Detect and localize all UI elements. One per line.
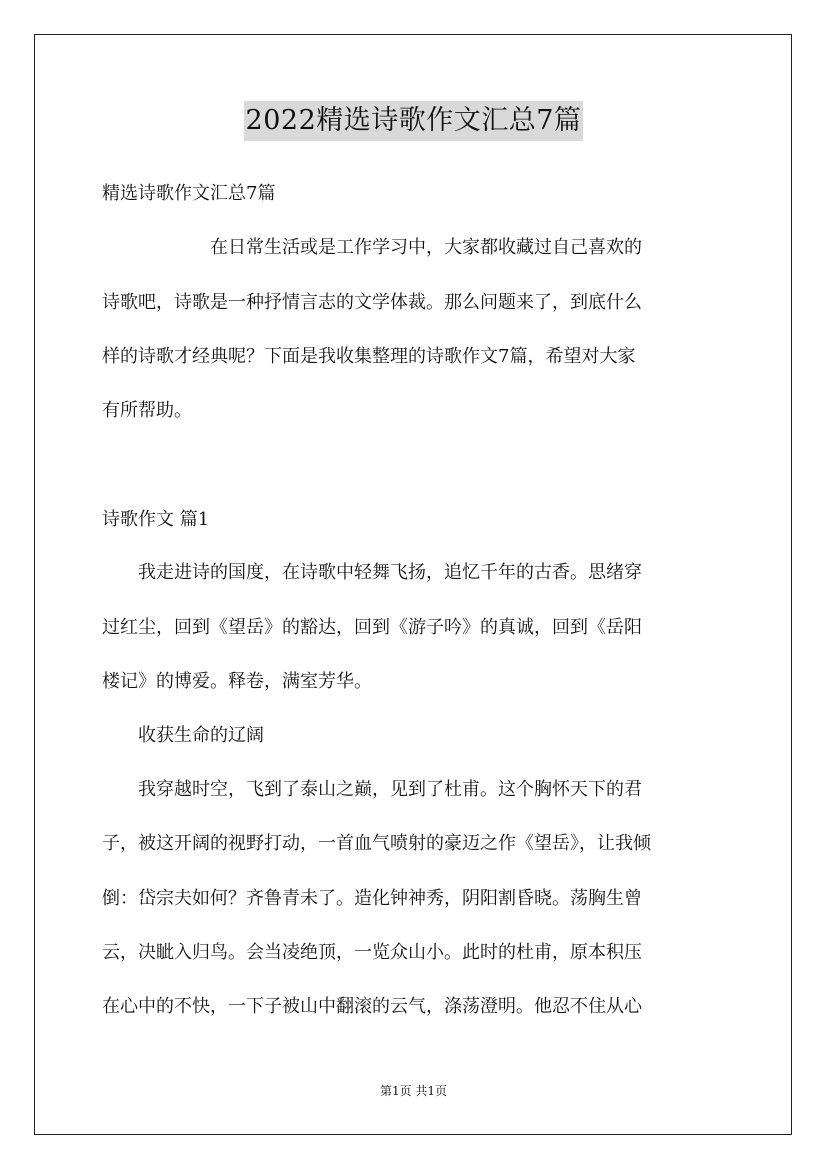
paragraph-line: 我走进诗的国度，在诗歌中轻舞飞扬，追忆千年的古香。思绪穿 xyxy=(102,562,642,583)
paragraph-line: 楼记》的博爱。释卷，满室芳华。 xyxy=(102,671,372,692)
paragraph-line: 在心中的不快，一下子被山中翻滚的云气，涤荡澄明。他忍不住从心 xyxy=(102,996,642,1017)
subheading-line: 收获生命的辽阔 xyxy=(102,725,264,746)
paragraph-line: 在日常生活或是工作学习中，大家都收藏过自己喜欢的 xyxy=(102,237,642,258)
document-subtitle: 精选诗歌作文汇总7篇 xyxy=(102,183,276,204)
paragraph-line: 云，决眦入归鸟。会当凌绝顶，一览众山小。此时的杜甫，原本积压 xyxy=(102,942,642,963)
section-heading: 诗歌作文 篇1 xyxy=(102,509,210,530)
paragraph-line: 有所帮助。 xyxy=(102,400,192,421)
paragraph-line: 过红尘，回到《望岳》的豁达，回到《游子吟》的真诚，回到《岳阳 xyxy=(102,617,642,638)
page-footer: 第1页 共1页 xyxy=(379,1084,448,1098)
paragraph-line: 倒：岱宗夫如何？齐鲁青未了。造化钟神秀，阴阳割昏晓。荡胸生曾 xyxy=(102,888,642,909)
document-title: 2022精选诗歌作文汇总7篇 xyxy=(244,101,584,141)
paragraph-line: 样的诗歌才经典呢？下面是我收集整理的诗歌作文7篇，希望对大家 xyxy=(102,346,636,367)
paragraph-line: 我穿越时空，飞到了泰山之巅，见到了杜甫。这个胸怀天下的君 xyxy=(102,779,642,800)
paragraph-line: 子，被这开阔的视野打动，一首血气喷射的豪迈之作《望岳》，让我倾 xyxy=(102,833,651,854)
paragraph-line: 诗歌吧，诗歌是一种抒情言志的文学体裁。那么问题来了，到底什么 xyxy=(102,292,642,313)
title-container xyxy=(0,101,827,141)
